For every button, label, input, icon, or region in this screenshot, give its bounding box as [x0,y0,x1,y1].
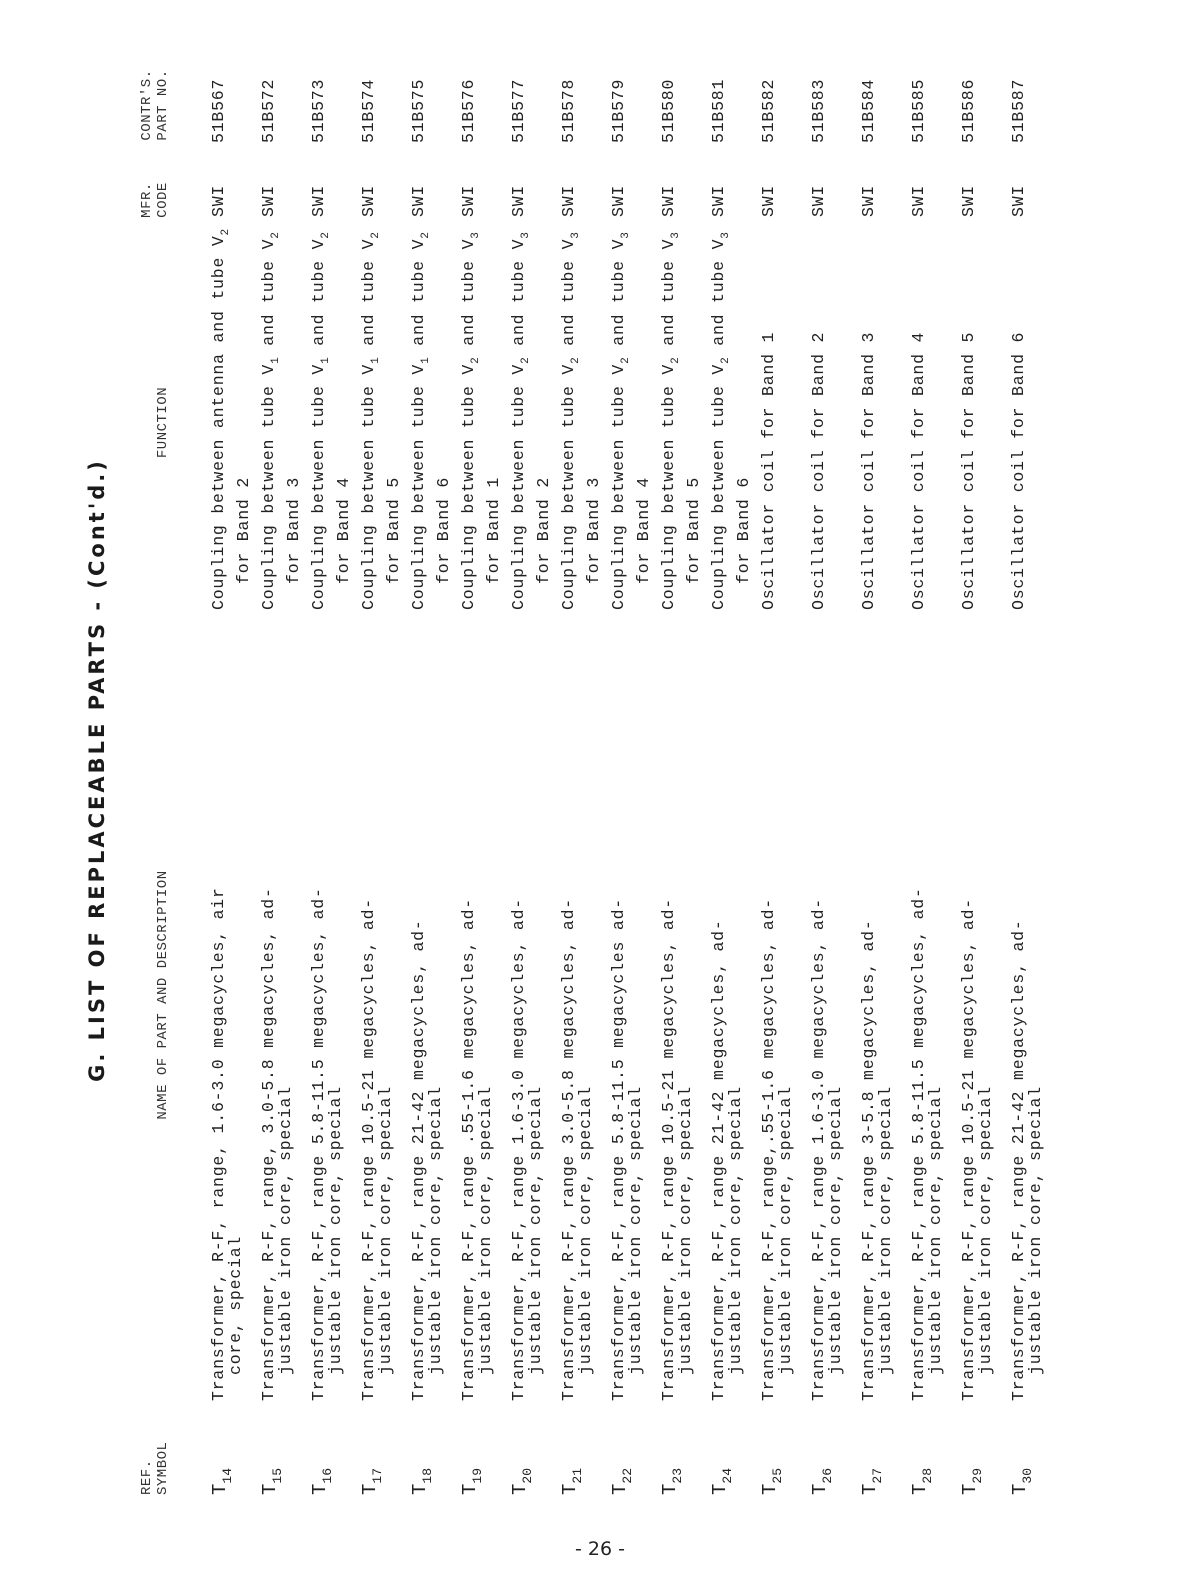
mfr-code: SWI [859,184,878,217]
ref-symbol [759,1467,786,1495]
description-line-1: Transformer, R-F, range 5.8-11.5 megacycles ad- [609,898,628,1401]
function-line-1: Coupling between tube V [259,363,278,610]
header-ref-line1: REF. [139,1459,155,1495]
contractor-part-number: 51B584 [859,78,878,143]
function-line-2: for Band 6 [734,476,753,584]
description-line-2: justable iron core, special [426,1086,445,1375]
ref-symbol-number: 17 [370,1467,385,1484]
contractor-part-number: 51B582 [759,78,778,143]
contractor-part-number: 51B576 [459,78,478,143]
description-line-1: Transformer, R-F, range 21-42 megacycles, ad- [1009,919,1028,1401]
description-line-2: justable iron core, special [976,1086,995,1375]
function-line-1-cont: and tube V [559,238,578,357]
part-function [259,231,303,610]
ref-symbol-letter: T [759,1483,781,1495]
description-line-2: justable iron core, special [1026,1086,1045,1375]
mfr-code: SWI [559,184,578,217]
header-mfr-line1: MFR. [139,182,155,218]
ref-symbol [309,1467,336,1495]
mfr-code: SWI [309,184,328,217]
ref-symbol-letter: T [709,1483,731,1495]
function-line-2: for Band 3 [284,476,303,584]
mfr-code: SWI [259,184,278,217]
page-number: - 26 - [575,1538,625,1560]
function-line-1-cont: and tube V [659,238,678,357]
table-row [860,45,908,1495]
part-description [310,626,344,1401]
function-subscript-2: 3 [470,231,482,239]
function-subscript-1: 2 [720,356,732,364]
ref-symbol-letter: T [559,1483,581,1495]
description-line-2: justable iron core, special [476,1086,495,1375]
ref-symbol-letter: T [609,1483,631,1495]
description-line-2: justable iron core, special [326,1086,345,1375]
table-row [710,45,758,1495]
function-subscript-1: 1 [420,356,432,364]
contractor-part-number: 51B585 [909,78,928,143]
function-line-1-cont: and tube V [359,238,378,357]
ref-symbol-number: 23 [670,1467,685,1484]
part-description [460,626,494,1401]
ref-symbol [709,1467,736,1495]
description-line-1: Transformer, R-F, range 1.6-3.0 megacycles, ad- [809,898,828,1401]
ref-symbol [859,1467,886,1495]
function-line-1: Coupling between tube V [659,363,678,610]
part-function [509,231,553,610]
part-description [860,626,894,1401]
rotated-parts-table [85,45,1125,1495]
description-line-1: Transformer, R-F, range .55-1.6 megacycles, ad- [459,898,478,1401]
header-part-no [139,55,171,155]
function-line-1: Coupling between tube V [309,363,328,610]
ref-symbol [209,1467,236,1495]
contractor-part-number: 51B574 [359,78,378,143]
part-description [760,626,794,1401]
description-line-2: justable iron core, special [376,1086,395,1375]
function-subscript-2: 2 [320,231,332,239]
ref-symbol-letter: T [909,1483,931,1495]
table-row [660,45,708,1495]
ref-symbol-letter: T [859,1483,881,1495]
mfr-code: SWI [909,184,928,217]
description-line-2: justable iron core, special [776,1086,795,1375]
ref-symbol-letter: T [309,1483,331,1495]
description-line-2: justable iron core, special [626,1086,645,1375]
function-subscript-1: 2 [670,356,682,364]
function-subscript-2: 3 [620,231,632,239]
function-subscript-1: 1 [320,356,332,364]
description-line-2: justable iron core, special [276,1086,295,1375]
ref-symbol-number: 24 [720,1467,735,1484]
ref-symbol-letter: T [409,1483,431,1495]
part-description [710,626,744,1401]
function-line-1: Coupling between tube V [409,363,428,610]
function-subscript-2: 2 [370,231,382,239]
mfr-code: SWI [659,184,678,217]
ref-symbol-number: 26 [820,1467,835,1484]
part-function [860,235,885,610]
contractor-part-number: 51B577 [509,78,528,143]
ref-symbol-number: 16 [320,1467,335,1484]
part-function [409,231,453,610]
function-line-1: Coupling between tube V [709,363,728,610]
function-line-1: Oscillator coil for Band 1 [759,331,778,610]
function-line-1: Coupling between tube V [609,363,628,610]
part-description [210,626,244,1401]
description-line-1: Transformer, R-F, range 10.5-21 megacycles, ad- [359,898,378,1401]
function-subscript-2: 2 [270,231,282,239]
ref-symbol-letter: T [359,1483,381,1495]
header-mfr-line2: CODE [155,182,171,218]
part-function [309,231,353,610]
function-subscript-1: 2 [520,356,532,364]
ref-symbol-number: 20 [520,1467,535,1484]
function-line-1-cont: and tube V [609,238,628,357]
contractor-part-number: 51B572 [259,78,278,143]
ref-symbol [459,1467,486,1495]
ref-symbol [609,1467,636,1495]
mfr-code: SWI [759,184,778,217]
description-line-1: Transformer, R-F, range, 1.6-3.0 megacycles, air [209,887,228,1401]
ref-symbol-number: 28 [920,1467,935,1484]
function-line-1-cont: and tube V [709,238,728,357]
contractor-part-number: 51B575 [409,78,428,143]
part-description [510,626,544,1401]
ref-symbol-number: 21 [570,1467,585,1484]
header-name-description: NAME OF PART AND DESCRIPTION [155,870,171,1120]
part-function [760,235,785,610]
ref-symbol-number: 19 [470,1467,485,1484]
mfr-code: SWI [409,184,428,217]
mfr-code: SWI [609,184,628,217]
description-line-2: justable iron core, special [526,1086,545,1375]
part-description [560,626,594,1401]
description-line-2: justable iron core, special [876,1086,895,1375]
function-line-2: for Band 3 [584,476,603,584]
function-line-1-cont: and tube V [259,238,278,357]
part-description [260,626,294,1401]
part-function [910,235,935,610]
description-line-2: justable iron core, special [726,1086,745,1375]
description-line-2: justable iron core, special [826,1086,845,1375]
contractor-part-number: 51B580 [659,78,678,143]
function-line-2: for Band 5 [684,476,703,584]
table-row [260,45,308,1495]
description-line-2: justable iron core, special [926,1086,945,1375]
part-description [910,626,944,1401]
ref-symbol-letter: T [959,1483,981,1495]
mfr-code: SWI [959,184,978,217]
part-description [360,626,394,1401]
description-line-2: justable iron core, special [676,1086,695,1375]
function-line-2: for Band 5 [384,476,403,584]
table-row [460,45,508,1495]
ref-symbol-number: 22 [620,1467,635,1484]
part-function [960,235,985,610]
part-description [660,626,694,1401]
table-row [610,45,658,1495]
table-row [360,45,408,1495]
description-line-1: Transformer, R-F, range,.55-1.6 megacycles, ad- [759,898,778,1401]
part-description [810,626,844,1401]
table-row [310,45,358,1495]
ref-symbol-letter: T [209,1483,231,1495]
function-line-1: Oscillator coil for Band 3 [859,331,878,610]
function-subscript-2: 3 [720,231,732,239]
ref-symbol [909,1467,936,1495]
contractor-part-number: 51B578 [559,78,578,143]
ref-symbol-number: 14 [220,1467,235,1484]
description-line-1: Transformer, R-F, range 21-42 megacycles, ad- [709,919,728,1401]
header-part-line1: CONTR'S. [139,69,155,141]
description-line-1: Transformer, R-F, range 3-5.8 megacycles, ad- [859,919,878,1401]
header-ref-symbol [139,1442,171,1495]
ref-symbol-letter: T [459,1483,481,1495]
table-row [760,45,808,1495]
part-function [1010,235,1035,610]
ref-symbol-letter: T [259,1483,281,1495]
description-line-1: Transformer, R-F, range 10.5-21 megacycles, ad- [659,898,678,1401]
description-line-1: Transformer, R-F, range 10.5-21 megacycles, ad- [959,898,978,1401]
part-function [359,231,403,610]
table-row [210,45,258,1495]
mfr-code: SWI [209,184,228,217]
contractor-part-number: 51B587 [1009,78,1028,143]
function-subscript-1: 2 [570,356,582,364]
function-subscript-2: 3 [670,231,682,239]
table-row [410,45,458,1495]
ref-symbol [809,1467,836,1495]
part-function [659,231,703,610]
ref-symbol [259,1467,286,1495]
function-line-1-cont: and tube V [509,238,528,357]
function-subscript-1: 2 [220,228,232,236]
header-ref-line2: SYMBOL [155,1441,171,1495]
header-function: FUNCTION [155,386,171,459]
function-line-1: Oscillator coil for Band 6 [1009,331,1028,610]
table-row [560,45,608,1495]
ref-symbol [959,1467,986,1495]
function-line-2: for Band 4 [634,476,653,584]
part-function [459,231,503,610]
function-subscript-1: 1 [370,356,382,364]
table-row [810,45,858,1495]
contractor-part-number: 51B579 [609,78,628,143]
part-function [810,235,835,610]
function-line-2: for Band 4 [334,476,353,584]
mfr-code: SWI [509,184,528,217]
ref-symbol-number: 25 [770,1467,785,1484]
contractor-part-number: 51B573 [309,78,328,143]
ref-symbol-number: 15 [270,1467,285,1484]
function-line-1: Coupling between tube V [509,363,528,610]
description-line-1: Transformer, R-F, range 1.6-3.0 megacycles, ad- [509,898,528,1401]
ref-symbol-number: 27 [870,1467,885,1484]
function-subscript-1: 1 [270,356,282,364]
ref-symbol-letter: T [509,1483,531,1495]
function-line-1: Oscillator coil for Band 5 [959,331,978,610]
function-subscript-1: 2 [620,356,632,364]
function-subscript-2: 2 [420,231,432,239]
part-description [1010,626,1044,1401]
table-row [510,45,558,1495]
ref-symbol [509,1467,536,1495]
function-line-1: Oscillator coil for Band 4 [909,331,928,610]
mfr-code: SWI [359,184,378,217]
ref-symbol-number: 29 [970,1467,985,1484]
ref-symbol [1009,1467,1036,1495]
mfr-code: SWI [809,184,828,217]
description-line-1: Transformer, R-F, range 5.8-11.5 megacycles, ad- [909,887,928,1401]
part-function [209,228,253,610]
part-description [610,626,644,1401]
header-part-line2: PART NO. [155,69,171,141]
description-line-1: Transformer, R-F, range 5.8-11.5 megacycles, ad- [309,887,328,1401]
table-row [910,45,958,1495]
function-line-1-cont: and tube V [459,238,478,357]
part-function [609,231,653,610]
function-line-1: Oscillator coil for Band 2 [809,331,828,610]
function-subscript-1: 2 [470,356,482,364]
ref-symbol-number: 18 [420,1467,435,1484]
function-subscript-2: 3 [570,231,582,239]
ref-symbol-letter: T [1009,1483,1031,1495]
function-line-1: Coupling between antenna and tube V [209,235,228,610]
ref-symbol [409,1467,436,1495]
contractor-part-number: 51B581 [709,78,728,143]
part-function [559,231,603,610]
description-line-1: Transformer, R-F, range 21-42 megacycles, ad- [409,919,428,1401]
ref-symbol-number: 30 [1020,1467,1035,1484]
ref-symbol [359,1467,386,1495]
ref-symbol [659,1467,686,1495]
mfr-code: SWI [709,184,728,217]
contractor-part-number: 51B586 [959,78,978,143]
mfr-code: SWI [459,184,478,217]
table-row [960,45,1008,1495]
description-line-2: justable iron core, special [576,1086,595,1375]
contractor-part-number: 51B567 [209,78,228,143]
part-function [709,231,753,610]
function-subscript-2: 3 [520,231,532,239]
part-description [410,626,444,1401]
part-description [960,626,994,1401]
function-line-1: Coupling between tube V [559,363,578,610]
function-line-1-cont: and tube V [309,238,328,357]
page-title: G. LIST OF REPLACEABLE PARTS - (Cont'd.) [85,458,109,1082]
table-row [1010,45,1058,1495]
function-line-2: for Band 1 [484,476,503,584]
ref-symbol [559,1467,586,1495]
description-line-1: Transformer, R-F, range 3.0-5.8 megacycles, ad- [559,898,578,1401]
ref-symbol-letter: T [809,1483,831,1495]
function-line-2: for Band 2 [234,476,253,584]
description-line-2: core, special [226,1235,245,1375]
ref-symbol-letter: T [659,1483,681,1495]
function-line-1: Coupling between tube V [359,363,378,610]
function-line-2: for Band 6 [434,476,453,584]
header-mfr-code [139,165,171,235]
function-line-1: Coupling between tube V [459,363,478,610]
function-line-1-cont: and tube V [409,238,428,357]
description-line-1: Transformer, R-F, range, 3.0-5.8 megacycles, ad- [259,887,278,1401]
mfr-code: SWI [1009,184,1028,217]
contractor-part-number: 51B583 [809,78,828,143]
function-line-2: for Band 2 [534,476,553,584]
